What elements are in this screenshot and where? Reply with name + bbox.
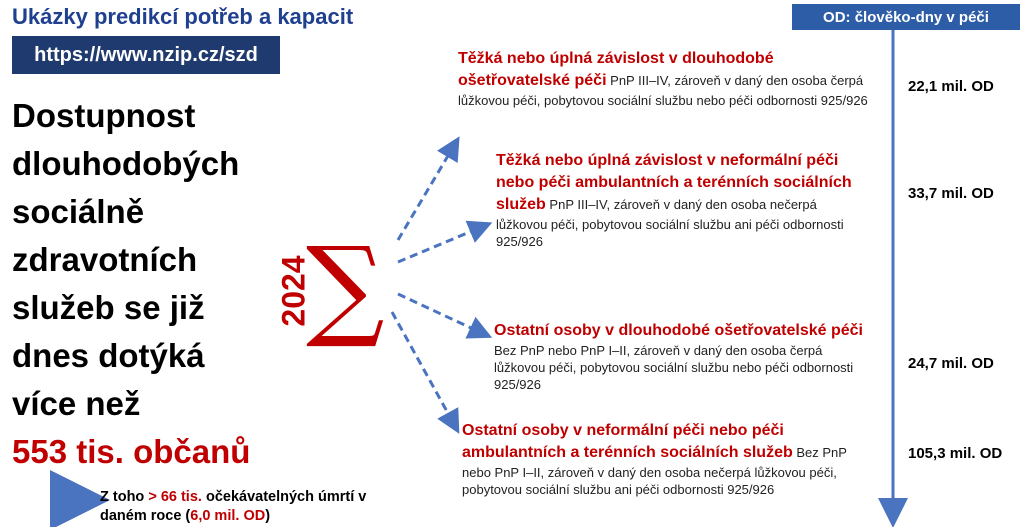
- sigma-symbol: ∑: [306, 223, 385, 351]
- slide-title: Ukázky predikcí potřeb a kapacit: [12, 4, 354, 29]
- note-middle: očekávatelných úmrtí v daném roce (: [100, 489, 367, 524]
- arrow-to-cat1: [398, 144, 455, 240]
- od-value: 105,3 mil. OD: [908, 445, 1003, 462]
- category-desc: Bez PnP nebo PnP I–II, zároveň v daný den osoba nečerpá lůžkovou péči, pobytovou sociální službu ani péči odbornosti 925/926: [462, 445, 847, 497]
- arrow-to-cat2: [398, 226, 484, 262]
- main-line: služeb se již: [12, 289, 205, 326]
- note-highlight-od: 6,0 mil. OD: [190, 508, 266, 524]
- note-prefix: Z toho: [100, 489, 145, 505]
- category-title: Těžká nebo úplná závislost v dlouhodobé ošetřovatelské péči: [458, 50, 774, 89]
- main-line: dnes dotýká: [12, 337, 205, 374]
- main-line: Dostupnost: [12, 97, 196, 134]
- category-desc: Bez PnP nebo PnP I–II, zároveň v daný den osoba čerpá lůžkovou péči, pobytovou sociální službu nebo péči odbornosti 925/926: [494, 343, 854, 392]
- od-value: 24,7 mil. OD: [908, 355, 994, 372]
- main-line: sociálně: [12, 193, 145, 230]
- category-title: Těžká nebo úplná závislost v neformální péči nebo péči ambulantních a terénních sociálních služeb: [496, 152, 852, 213]
- category-block: [496, 150, 866, 250]
- main-line: dlouhodobých: [12, 145, 240, 182]
- main-highlight: 553 tis. občanů: [12, 433, 251, 470]
- od-value: 22,1 mil. OD: [908, 78, 994, 95]
- url-link[interactable]: https://www.nzip.cz/szd: [12, 36, 280, 74]
- od-value: 33,7 mil. OD: [908, 185, 994, 202]
- category-block: [494, 320, 870, 393]
- arrow-to-cat3: [398, 294, 484, 334]
- main-line: zdravotních: [12, 241, 198, 278]
- category-desc: PnP III–IV, zároveň v daný den osoba čerpá lůžkovou péči, pobytovou sociální službu nebo péči odbornosti 925/926: [458, 73, 868, 108]
- main-line: více než: [12, 385, 141, 422]
- arrow-to-cat4: [392, 312, 455, 426]
- category-desc: PnP III–IV, zároveň v daný den osoba nečerpá lůžkovou péči, pobytovou sociální službu ani péči odbornosti 925/926: [496, 197, 844, 249]
- note-suffix: ): [265, 508, 271, 524]
- category-block: [462, 420, 862, 498]
- category-block: [458, 48, 868, 109]
- year-label: 2024: [275, 255, 312, 327]
- bottom-note: [100, 488, 390, 526]
- note-highlight-deaths: > 66 tis.: [148, 489, 202, 505]
- category-title: Ostatní osoby v neformální péči nebo péči ambulantních a terénních sociálních služeb: [462, 422, 793, 461]
- category-title: Ostatní osoby v dlouhodobé ošetřovatelské péči: [494, 322, 863, 339]
- bent-arrow: [60, 480, 86, 500]
- od-header: OD: člověko-dny v péči: [792, 4, 1020, 30]
